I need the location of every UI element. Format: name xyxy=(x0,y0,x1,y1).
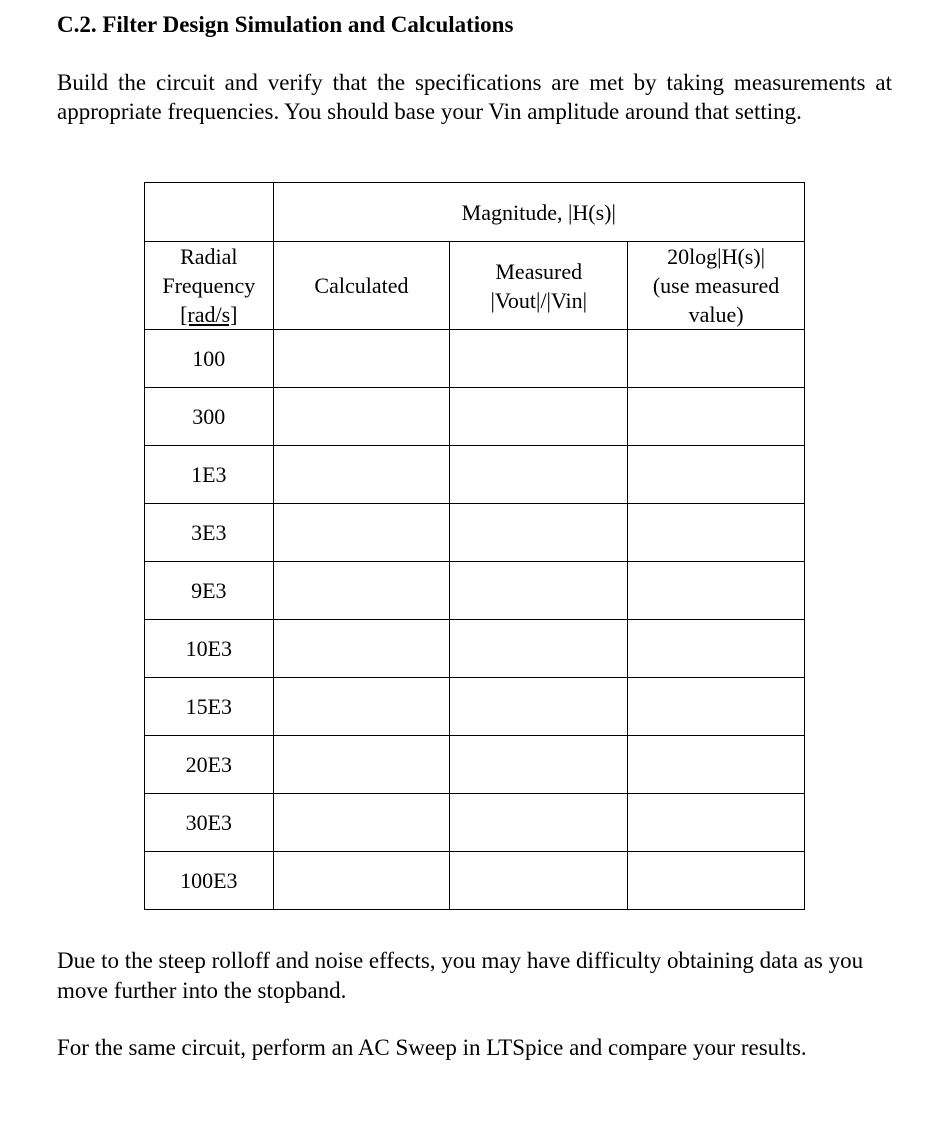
measured-cell xyxy=(450,736,628,794)
db-cell xyxy=(628,504,805,562)
db-cell xyxy=(628,446,805,504)
db-cell xyxy=(628,388,805,446)
frequency-cell: 100 xyxy=(145,330,274,388)
db-cell xyxy=(628,620,805,678)
measurement-table xyxy=(144,182,805,910)
calculated-cell xyxy=(273,678,450,736)
calculated-cell xyxy=(273,852,450,910)
table-row xyxy=(145,504,805,562)
db-header-line: value) xyxy=(688,302,744,327)
measured-header-line: Measured xyxy=(495,258,583,284)
calculated-cell xyxy=(273,794,450,852)
db-cell xyxy=(628,736,805,794)
measured-cell xyxy=(450,678,628,736)
table-row xyxy=(145,852,805,910)
ltspice-note: For the same circuit, perform an AC Sweep in LTSpice and compare your results. xyxy=(57,1035,807,1060)
db-cell xyxy=(628,330,805,388)
db-cell xyxy=(628,562,805,620)
frequency-cell: 30E3 xyxy=(145,794,274,852)
frequency-cell: 10E3 xyxy=(145,620,274,678)
measured-cell xyxy=(450,620,628,678)
table-header-row xyxy=(145,183,805,242)
calculated-cell xyxy=(273,388,450,446)
frequency-header-line: Frequency xyxy=(162,273,256,298)
frequency-cell: 15E3 xyxy=(145,678,274,736)
measured-cell xyxy=(450,446,628,504)
db-cell xyxy=(628,852,805,910)
calculated-cell xyxy=(273,736,450,794)
section-heading: C.2. Filter Design Simulation and Calculations xyxy=(57,12,514,37)
measured-cell xyxy=(450,504,628,562)
table-row xyxy=(145,794,805,852)
table-row xyxy=(145,330,805,388)
frequency-header-unit: [rad/s] xyxy=(180,302,238,327)
calculated-cell xyxy=(273,446,450,504)
frequency-cell: 3E3 xyxy=(145,504,274,562)
measured-cell xyxy=(450,562,628,620)
measured-cell xyxy=(450,388,628,446)
measured-cell xyxy=(450,852,628,910)
calculated-cell xyxy=(273,330,450,388)
calculated-cell xyxy=(273,620,450,678)
measured-cell xyxy=(450,794,628,852)
db-header-line: 20log|H(s)| xyxy=(667,244,766,269)
frequency-cell: 300 xyxy=(145,388,274,446)
table-row xyxy=(145,388,805,446)
db-header-line: (use measured xyxy=(652,273,780,298)
db-cell xyxy=(628,678,805,736)
frequency-cell: 1E3 xyxy=(145,446,274,504)
instructions-paragraph: Build the circuit and verify that the specifications are met by taking measurements at appropriate frequencies. You should base your Vin amplitude around that setting. xyxy=(57,70,892,124)
frequency-cell: 9E3 xyxy=(145,562,274,620)
measured-cell xyxy=(450,330,628,388)
frequency-cell: 20E3 xyxy=(145,736,274,794)
frequency-header-line: Radial xyxy=(180,244,238,269)
table-row xyxy=(145,620,805,678)
frequency-cell: 100E3 xyxy=(145,852,274,910)
table-subheader-row xyxy=(145,242,805,330)
table-row xyxy=(145,446,805,504)
db-cell xyxy=(628,794,805,852)
calculated-column-header: Calculated xyxy=(273,242,450,330)
calculated-cell xyxy=(273,562,450,620)
measured-column-header xyxy=(450,242,628,330)
calculated-cell xyxy=(273,504,450,562)
corner-cell xyxy=(145,183,274,242)
measured-header-line: |Vout|/|Vin| xyxy=(490,287,588,313)
table-row xyxy=(145,736,805,794)
frequency-column-header xyxy=(145,242,274,330)
table-row xyxy=(145,562,805,620)
magnitude-group-header: Magnitude, |H(s)| xyxy=(273,183,804,242)
rolloff-note: Due to the steep rolloff and noise effects, you may have difficulty obtaining data as you move further into the stopband. xyxy=(57,948,864,1003)
db-column-header xyxy=(628,242,805,330)
table-row xyxy=(145,678,805,736)
